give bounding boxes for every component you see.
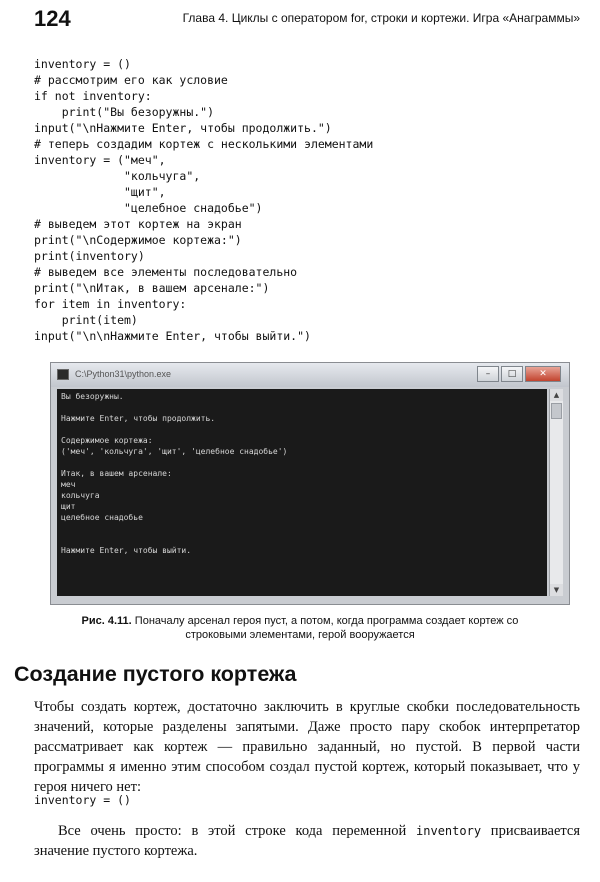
- console-output-area: [57, 389, 547, 596]
- maximize-button[interactable]: □: [501, 366, 523, 382]
- console-line: щит: [61, 502, 76, 511]
- console-line: [61, 424, 287, 435]
- code-line: input("\nНажмите Enter, чтобы продолжить."): [34, 121, 332, 135]
- console-line: Нажмите Enter, чтобы продолжить.: [61, 414, 216, 423]
- page-header: [0, 0, 600, 36]
- figure-caption: [60, 614, 540, 642]
- code-line: print(item): [34, 313, 138, 327]
- code-line: "щит",: [34, 185, 166, 199]
- window-title: C:\Python31\python.exe: [75, 369, 172, 379]
- window-titlebar: [51, 363, 569, 387]
- code-line: "кольчуга",: [34, 169, 201, 183]
- console-output: [61, 391, 287, 556]
- scroll-thumb[interactable]: [551, 403, 562, 419]
- inline-code-inventory: inventory: [416, 824, 482, 838]
- console-line: [61, 534, 287, 545]
- scroll-down-arrow-icon[interactable]: ▼: [550, 584, 563, 596]
- code-line: # рассмотрим его как условие: [34, 73, 228, 87]
- figure-console-screenshot: [50, 362, 570, 605]
- code-line: print("Вы безоружны."): [34, 105, 215, 119]
- minimize-button[interactable]: –: [477, 366, 499, 382]
- code-line: # выведем этот кортеж на экран: [34, 217, 242, 231]
- paragraph-2-text-end: присваивается значение пустого кортежа.: [34, 823, 581, 859]
- vertical-scrollbar[interactable]: [549, 389, 563, 596]
- code-line: inventory = ("меч",: [34, 153, 166, 167]
- scroll-up-arrow-icon[interactable]: ▲: [550, 389, 563, 401]
- code-line: input("\n\nНажмите Enter, чтобы выйти."): [34, 329, 311, 343]
- code-line: print("\nСодержимое кортежа:"): [34, 233, 242, 247]
- window-controls: [475, 366, 561, 382]
- section-heading: Создание пустого кортежа: [14, 662, 297, 686]
- code-line: "целебное снадобье"): [34, 201, 263, 215]
- caption-label: Рис. 4.11.: [81, 615, 132, 627]
- page-number: 124: [34, 6, 71, 31]
- code-line: print(inventory): [34, 249, 145, 263]
- console-line: Нажмите Enter, чтобы выйти.: [61, 546, 192, 555]
- console-window: [50, 362, 570, 605]
- console-line: Итак, в вашем арсенале:: [61, 469, 172, 478]
- code-line: inventory = (): [34, 57, 131, 71]
- code-line: print("\nИтак, в вашем арсенале:"): [34, 281, 270, 295]
- body-paragraph-1: Чтобы создать кортеж, достаточно заключить в круглые скобки последовательность значений, которые разделены запятыми. Даже просто пару скобок интерпретатор рассматривает как кортеж — правильно заданный, но пустой. В первой части программы я именно этим способом создал пустой кортеж, который показывает, что у героя ничего нет:: [34, 699, 580, 795]
- paragraph-2-text-start: Все очень просто: в этой строке кода переменной: [58, 823, 417, 839]
- console-line: кольчуга: [61, 491, 100, 500]
- console-line: [61, 523, 287, 534]
- code-line: # теперь создадим кортеж с несколькими элементами: [34, 137, 374, 151]
- caption-text: Поначалу арсенал героя пуст, а потом, когда программа создает кортеж со строковыми элементами, герой вооружается: [134, 615, 519, 641]
- console-line: Вы безоружны.: [61, 392, 124, 401]
- code-line: if not inventory:: [34, 89, 152, 103]
- code-listing: [34, 56, 373, 344]
- code-example: inventory = (): [34, 793, 131, 807]
- console-line: целебное снадобье: [61, 513, 143, 522]
- console-app-icon: [57, 369, 69, 380]
- body-paragraph-2: [34, 821, 580, 861]
- code-line: # выведем все элементы последовательно: [34, 265, 298, 279]
- console-line: ('меч', 'кольчуга', 'щит', 'целебное снадобье'): [61, 447, 288, 456]
- console-line: [61, 402, 287, 413]
- running-head: Глава 4. Циклы с оператором for, строки и кортежи. Игра «Анаграммы»: [182, 11, 580, 25]
- close-button[interactable]: ✕: [525, 366, 561, 382]
- console-line: Содержимое кортежа:: [61, 436, 153, 445]
- code-line: for item in inventory:: [34, 297, 187, 311]
- console-line: меч: [61, 480, 76, 489]
- console-line: [61, 457, 287, 468]
